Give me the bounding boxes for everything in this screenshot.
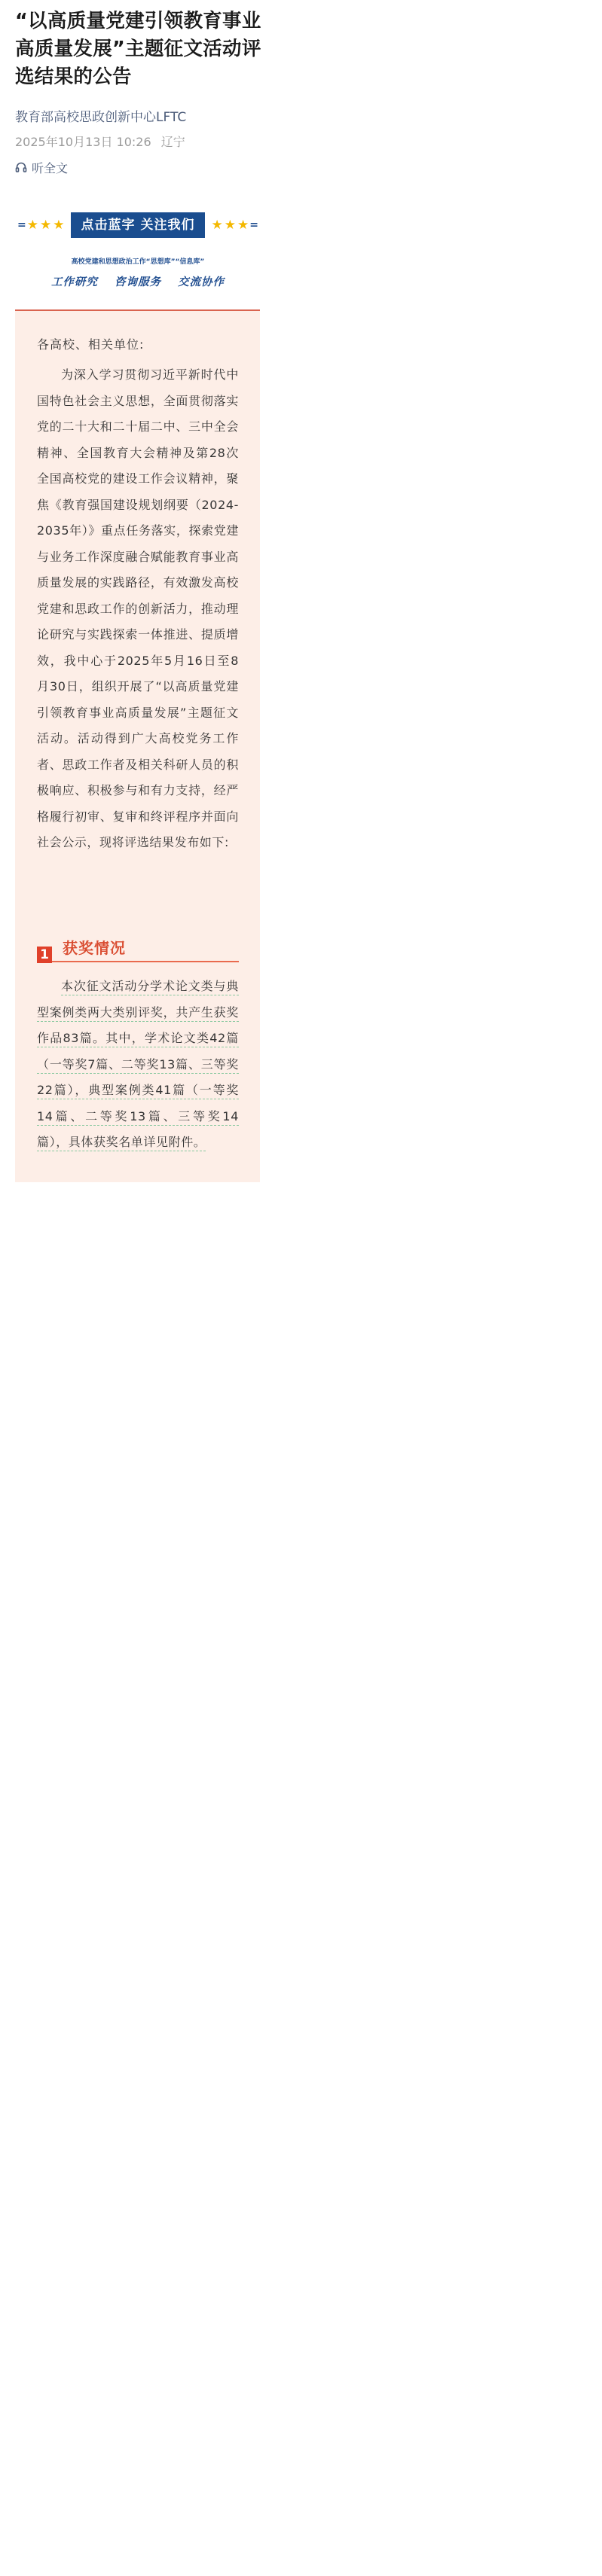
follow-button[interactable]: 点击蓝字 关注我们 xyxy=(71,212,206,238)
section-underline xyxy=(52,961,239,962)
intro-paragraph: 为深入学习贯彻习近平新时代中国特色社会主义思想，全面贯彻落实党的二十大和二十届二中、三中全会精神、全国教育大会精神及第28次全国高校党的建设工作会议精神，聚焦《教育强国建设规划纲要（2024-2035年）》重点任务落实，探索党建与业务工作深度融合赋能教育事业高质量发展的实践路径，有效激发高校党建和思政工作的创新活力，推动理论研究与实践探索一体推进、提质增效，我中心于2025年5月16日至8月30日，组织开展了“以高质量党建引领教育事业高质量发展”主题征文活动。活动得到广大高校党务工作者、思政工作者及相关科研人员的积极响应、积极参与和有力支持，经严格履行初审、复审和终评程序并面向社会公示，现将评选结果发布如下: xyxy=(37,367,239,849)
section-heading xyxy=(37,936,239,966)
star-icon: ★ xyxy=(26,218,39,233)
awards-text: 本次征文活动分学术论文类与典型案例类两大类别评奖，共产生获奖作品83篇。其中，学术论文类42篇（一等奖7篇、二等奖13篇、三等奖22篇），典型案例类41篇（一等奖14篇、二等奖13篇、三等奖14篇），具体获奖名单详见附件。 xyxy=(37,979,239,1151)
tagline-item: 交流协作 xyxy=(178,276,225,288)
star-icon: ★ xyxy=(224,218,236,233)
greeting: 各高校、相关单位: xyxy=(37,337,145,352)
article-body-panel xyxy=(15,309,260,1182)
tagline-item: 咨询服务 xyxy=(115,276,161,288)
section-number: 1 xyxy=(37,947,52,963)
publish-datetime: 2025年10月13日 10:26 xyxy=(15,135,151,149)
star-icon: ★ xyxy=(237,218,249,233)
publish-location: 辽宁 xyxy=(160,135,185,149)
banner-tagline xyxy=(15,273,261,289)
article-title: “以高质量党建引领教育事业高质量发展”主题征文活动评选结果的公告 xyxy=(15,10,261,88)
banner-decoration-left: = ★ ★ ★ xyxy=(17,218,65,233)
listen-label: 听全文 xyxy=(32,160,69,175)
banner-decoration-right: ★ ★ ★ = xyxy=(211,218,258,233)
star-icon: ★ xyxy=(211,218,223,233)
section-title: 获奖情况 xyxy=(63,939,126,957)
article-meta xyxy=(15,133,185,150)
follow-banner xyxy=(15,212,261,238)
tagline-item: 工作研究 xyxy=(50,276,98,288)
awards-paragraph xyxy=(37,974,239,1156)
star-icon: ★ xyxy=(40,218,52,233)
article-source[interactable]: 教育部高校思政创新中心LFTC xyxy=(15,110,187,125)
banner-subtitle: 高校党建和思想政治工作“思想库”“信息库” xyxy=(71,258,205,266)
headphones-icon xyxy=(15,161,27,173)
star-icon: ★ xyxy=(53,218,65,233)
listen-button[interactable] xyxy=(15,157,68,177)
